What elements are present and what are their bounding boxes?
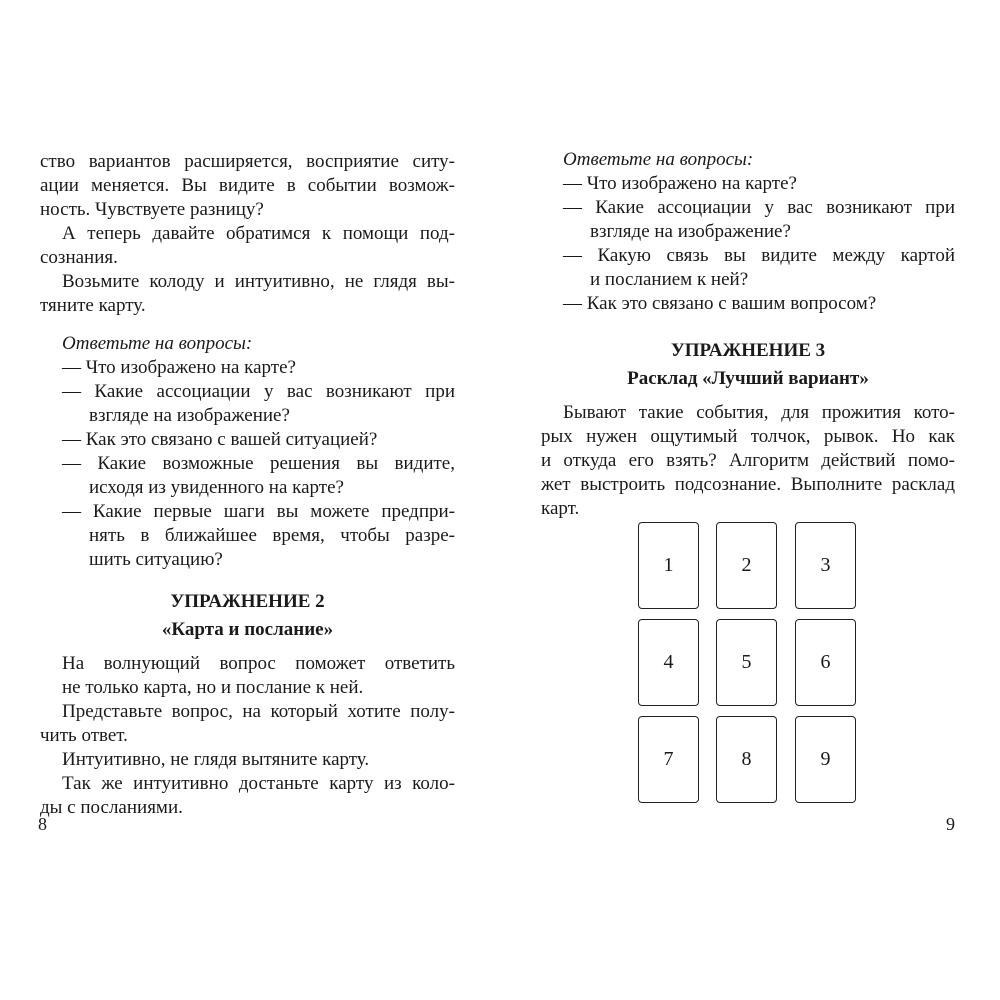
text-line: ации меняется. Вы видите в событии возмож- [40,175,455,196]
question-item: — Что изображено на карте? [563,173,797,194]
question-item: — Как это связано с вашим вопросом? [563,293,877,314]
exercise-title: УПРАЖНЕНИЕ 3 [670,340,826,361]
questions-label: Ответьте на вопросы: [62,333,253,354]
text-line: А теперь давайте обратимся к помощи под- [62,223,455,244]
question-item: — Какие возможные решения вы видите, [62,453,455,474]
question-item: исходя из увиденного на карте? [89,477,344,498]
text-line: Интуитивно, не глядя вытяните карту. [62,749,370,770]
question-item: шить ситуацию? [89,549,223,570]
question-item: взгляде на изображение? [590,221,791,242]
card-slot: 3 [795,522,856,609]
text-line: жет выстроить подсознание. Выполните расклад [541,474,955,495]
text-line: Так же интуитивно достаньте карту из коло- [62,773,455,794]
text-line: тяните карту. [40,295,146,316]
card-slot: 6 [795,619,856,706]
text-line: Представьте вопрос, на который хотите полу- [62,701,455,722]
card-slot: 2 [716,522,777,609]
card-slot: 4 [638,619,699,706]
card-slot: 1 [638,522,699,609]
question-item: — Какие ассоциации у вас возникают при [62,381,455,402]
text-line: Возьмите колоду и интуитивно, не глядя вы- [62,271,455,292]
card-slot: 9 [795,716,856,803]
text-line: и откуда его взять? Алгоритм действий помо- [541,450,955,471]
text-line: сознания. [40,247,118,268]
left-page-text [40,150,455,820]
text-line: не только карта, но и послание к ней. [62,677,364,698]
question-item: нять в ближайшее время, чтобы разре- [89,525,455,546]
text-line: Бывают такие события, для прожития кото- [563,402,955,423]
question-item: — Какие первые шаги вы можете предпри- [62,501,455,522]
right-page-text [541,148,955,521]
question-item: — Какую связь вы видите между картой [563,245,955,266]
question-item: — Какие ассоциации у вас возникают при [563,197,955,218]
text-line: чить ответ. [40,725,128,746]
card-slot: 8 [716,716,777,803]
page-number: 8 [38,814,47,834]
card-slot: 7 [638,716,699,803]
question-item: — Как это связано с вашей ситуацией? [62,429,378,450]
text-line: рых нужен ощутимый толчок, рывок. Но как [541,426,955,447]
question-item: и посланием к ней? [590,269,749,290]
page-number: 9 [946,814,955,834]
text-line: ды с посланиями. [40,797,183,818]
question-item: взгляде на изображение? [89,405,290,426]
questions-label: Ответьте на вопросы: [563,149,754,170]
exercise-subtitle: «Карта и послание» [161,619,334,640]
text-line: На волнующий вопрос поможет ответить [62,653,455,674]
card-slot: 5 [716,619,777,706]
text-line: ство вариантов расширяется, восприятие ситу- [40,151,455,172]
text-line: карт. [541,498,580,519]
exercise-subtitle: Расклад «Лучший вариант» [627,368,869,389]
question-item: — Что изображено на карте? [62,357,296,378]
exercise-title: УПРАЖНЕНИЕ 2 [170,591,325,612]
text-line: ность. Чувствуете разницу? [40,199,264,220]
